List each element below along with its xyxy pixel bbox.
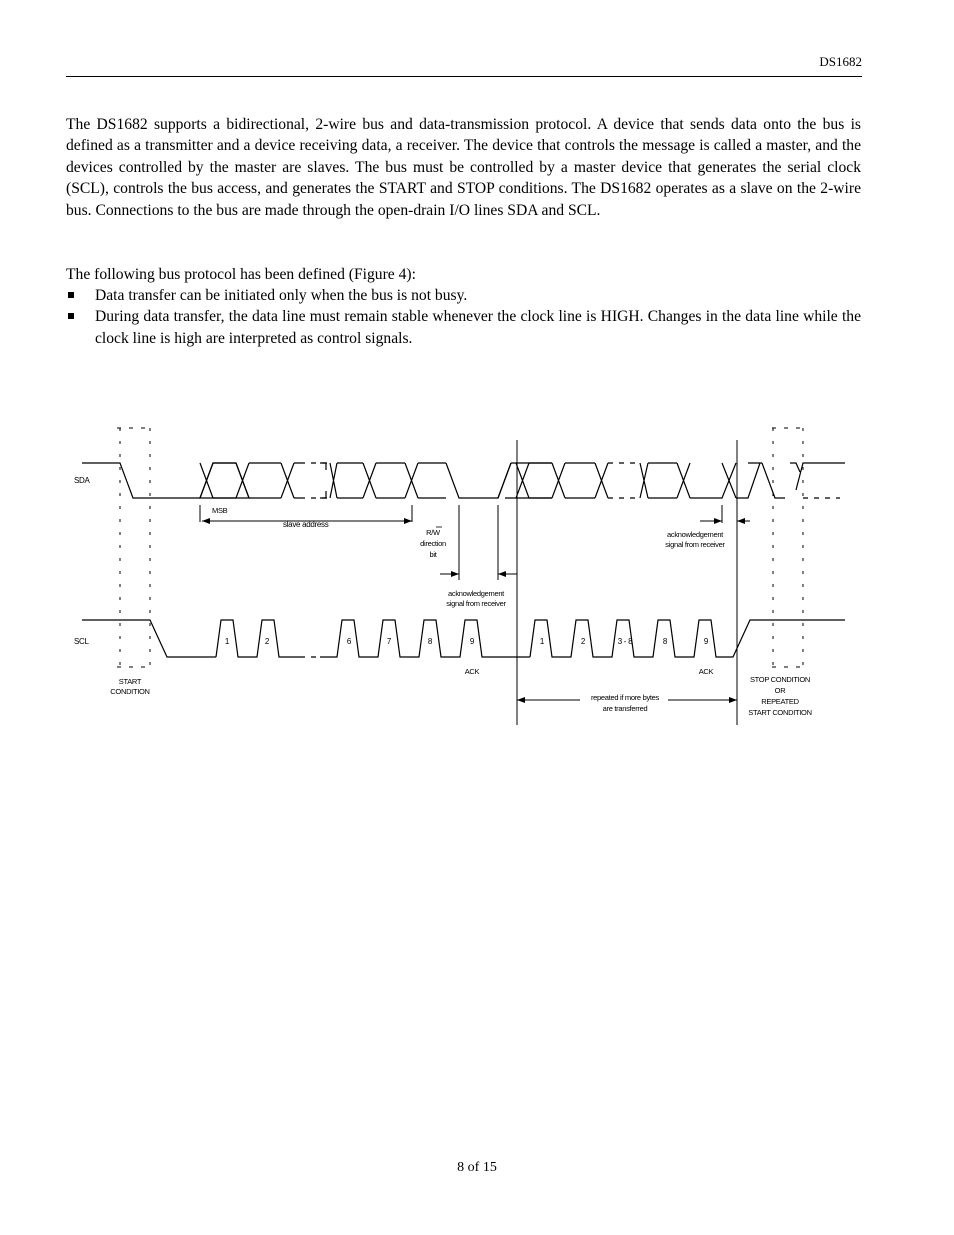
ack-signal-label-line2: signal from receiver — [446, 599, 506, 608]
repeated-label-line1: repeated if more bytes — [590, 693, 660, 702]
stop-label-line4: START CONDITION — [748, 708, 812, 717]
scl-label: SCL — [74, 637, 89, 646]
clock-label: 9 — [469, 637, 475, 646]
list-item — [66, 285, 861, 306]
scl-waveform — [82, 620, 845, 657]
rule-text: During data transfer, the data line must remain stable whenever the clock line is HIGH. Changes in the data line while the clock line is high are interpreted as control signals. — [95, 308, 861, 347]
clock-label: 7 — [386, 637, 392, 646]
page-number: 8 of 15 — [457, 1160, 497, 1175]
ack-signal-label-line1: acknowledgement — [448, 589, 504, 598]
sda-waveform — [82, 463, 845, 498]
ack-label: ACK — [698, 667, 714, 676]
ack-label: ACK — [464, 667, 480, 676]
start-label-line2: CONDITION — [110, 687, 150, 696]
start-label-line1: START — [118, 677, 142, 686]
clock-label: 1 — [539, 637, 545, 646]
clock-label: 3 - 8 — [617, 637, 633, 646]
msb-label: MSB — [212, 506, 228, 515]
square-bullet-icon — [68, 292, 74, 298]
stop-label-line1: STOP CONDITION — [749, 675, 811, 684]
clock-label: 8 — [427, 637, 433, 646]
slave-address-label: slave address — [283, 520, 329, 529]
stop-label-line2: OR — [774, 686, 786, 695]
sda-label: SDA — [74, 476, 90, 485]
square-bullet-icon — [68, 313, 74, 319]
bit-label: bit — [429, 550, 437, 559]
stop-label-line3: REPEATED — [761, 697, 799, 706]
bus-timing-diagram — [0, 410, 954, 740]
clock-label: 9 — [703, 637, 709, 646]
clock-label: 2 — [580, 637, 586, 646]
repeated-label-line2: are transferred — [602, 704, 648, 713]
document-id: DS1682 — [819, 54, 862, 69]
clock-label: 1 — [224, 637, 230, 646]
ack-signal-label-line1: acknowledgement — [667, 530, 723, 539]
clock-label: 6 — [346, 637, 352, 646]
rule-text: Data transfer can be initiated only when the bus is not busy. — [95, 287, 468, 304]
reference-lines — [459, 440, 737, 725]
ack-signal-label-line2: signal from receiver — [665, 540, 725, 549]
direction-label: direction — [420, 539, 446, 548]
clock-label: 2 — [264, 637, 270, 646]
clock-number-labels — [225, 637, 709, 646]
header-rule — [66, 76, 862, 77]
protocol-intro: The following bus protocol has been defined (Figure 4): — [66, 266, 416, 283]
protocol-rules-list — [66, 285, 861, 349]
list-item — [66, 306, 861, 349]
clock-label: 8 — [662, 637, 668, 646]
intro-paragraph: The DS1682 supports a bidirectional, 2-wire bus and data-transmission protocol. A device that sends data onto the bus is defined as a transmitter and a device receiving data, a receiver. The device that controls the message is called a master, and the devices controlled by the master are slaves. The bus must be controlled by a master device that generates the serial clock (SCL), controls the bus access, and generates the START and STOP conditions. The DS1682 operates as a slave on the 2-wire bus. Connections to the bus are made through the open-drain I/O lines SDA and SCL. — [66, 116, 861, 219]
rw-label: R/W — [426, 528, 440, 537]
